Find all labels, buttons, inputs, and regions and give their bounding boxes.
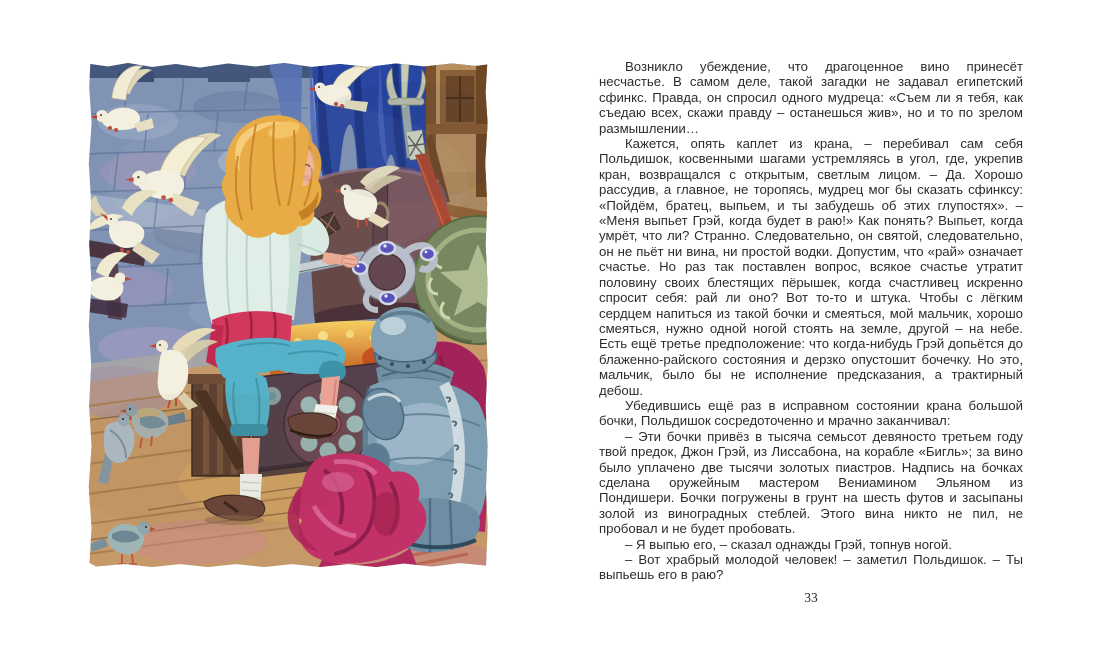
text-column <box>599 59 1023 583</box>
book-illustration <box>88 62 488 568</box>
paragraph: Убедившись ещё раз в исправном состоянии крана большой бочки, Польдишок сосредоточенно и мрачно заканчивал: <box>599 397 1023 429</box>
paragraph: – Эти бочки привёз в тысяча семьсот девяносто третьем году твой предок, Джон Грэй, из Лиссабона, на корабле «Бигль»; за вино было уплачено две тысячи золотых пиастров. Надпись на бочках сделана оружейным мастером Вениамином Эльяном из Пондишери. Бочки погружены в грунт на шесть футов и засыпаны золой из виноградных стеблей. Этого вина никто не пил, не пробовал и не будет пробовать. <box>599 428 1023 537</box>
paragraph: Возникло убеждение, что драгоценное вино принесёт несчастье. В самом деле, такой загадки не задавал египетский сфинкс. Правда, он спросил одного мудреца: «Съем ли я тебя, как съедаю всех, скажи правду – останешься жив», но и то по зрелом размышлении… <box>599 59 1023 136</box>
page-number: 33 <box>804 590 818 605</box>
paragraph: – Вот храбрый молодой человек! – заметил Польдишок. – Ты выпьешь его в раю? <box>599 552 1023 583</box>
paragraph: Кажется, опять каплет из крана, – перебивал сам себя Польдишок, косвенными шагами устремляясь в угол, где, укрепив кран, возвращался с открытым, светлым лицом. – Да. Хорошо рассудив, а главное, не торопясь, мудрец мог бы сказать сфинксу: «Пойдём, братец, выпьем, и ты забудешь об этих глупостях». – «Меня выпьет Грэй, когда будет в раю!» Как понять? Выпьет, когда умрёт, что ли? Странно. Следовательно, он святой, следовательно, он не пьёт ни вина, ни простой водки. Допустим, что «рай» означает счастье. Но раз так поставлен вопрос, всякое счастье утратит половину своих блестящих пёрышек, когда счастливец искренно спросит себя: рай ли оно? Вот то-то и штука. Чтобы с лёгким сердцем напиться из такой бочки и смеяться, мой мальчик, хорошо смеяться, нужно одной ногой стоять на земле, другой – на небе. Есть ещё третье предположение: что когда-нибудь Грэй допьётся до блаженно-райского состояния и дерзко опустошит бочечку. Но это, мальчик, было бы не исполнение предсказания, а трактирный дебош. <box>599 136 1023 398</box>
illustration-canvas <box>88 62 488 568</box>
paragraph: – Я выпью его, – сказал однажды Грэй, топнув ногой. <box>625 536 952 552</box>
